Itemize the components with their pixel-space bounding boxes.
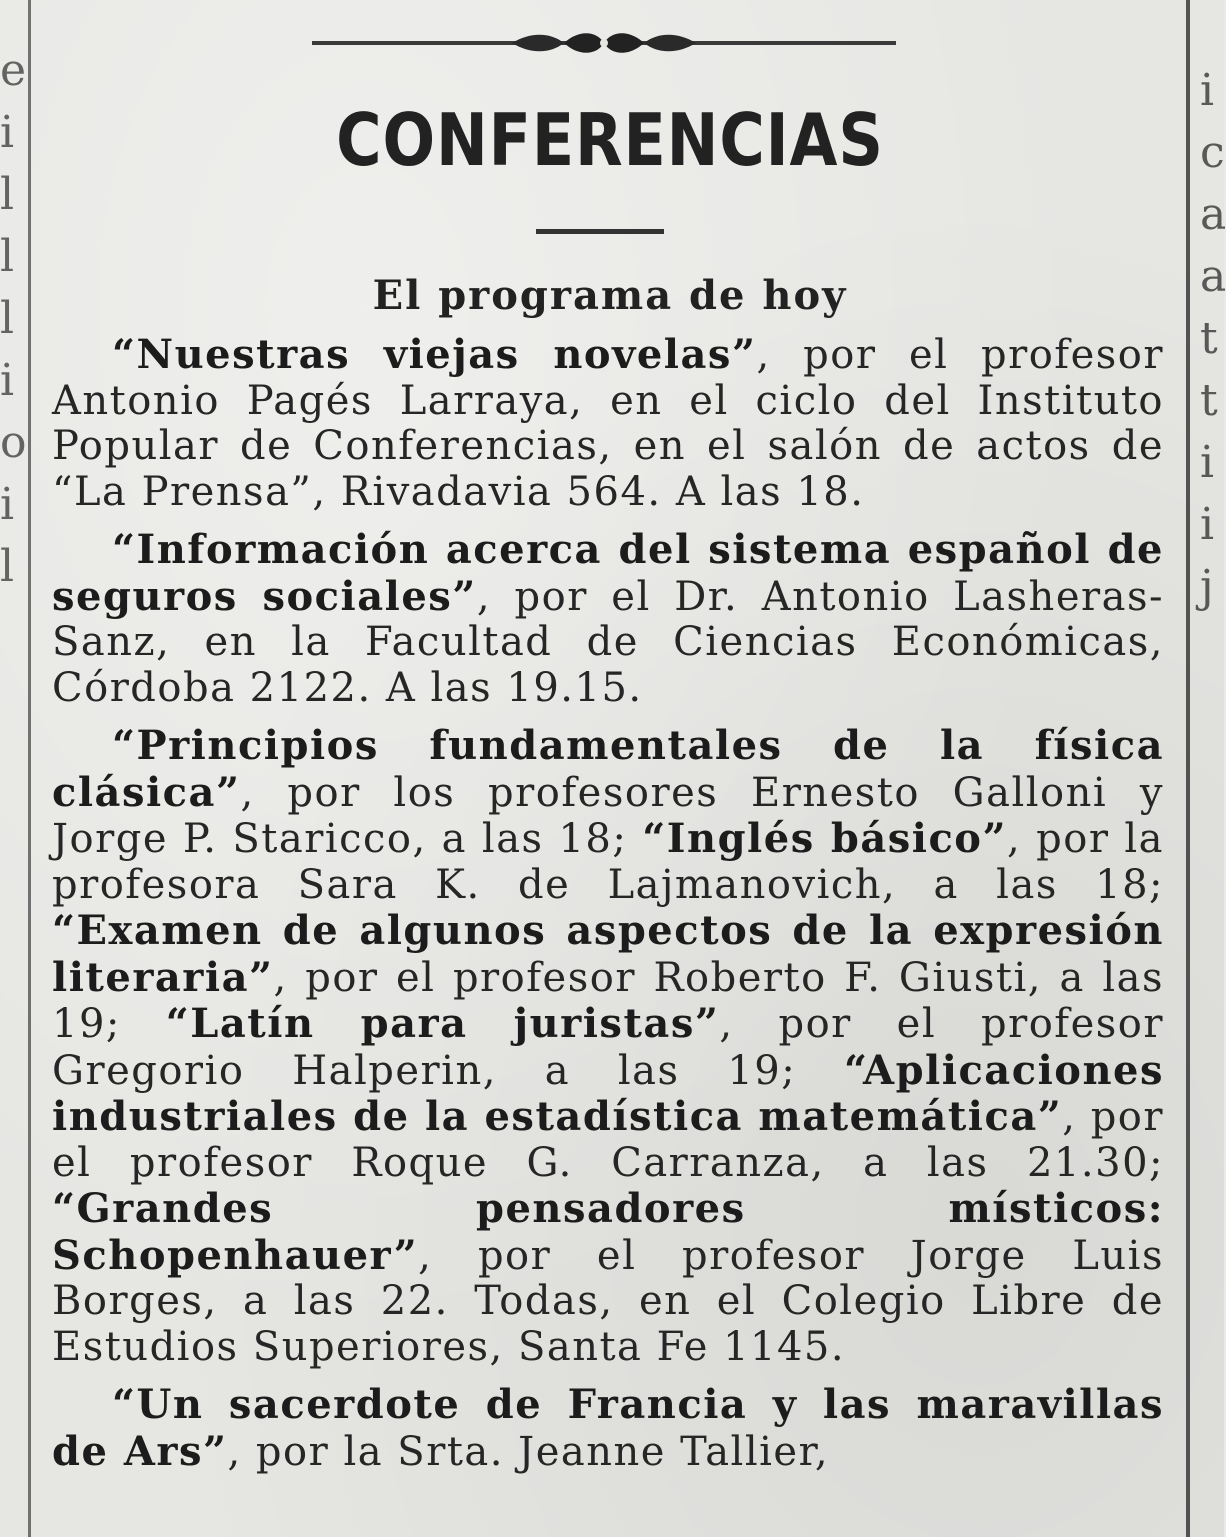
- edge-glyph: i: [1200, 65, 1215, 116]
- edge-glyph: l: [0, 541, 15, 592]
- edge-glyph: l: [0, 293, 15, 344]
- lecture-title: “Principios fundamentales de la física clásica”: [52, 722, 1164, 816]
- edge-glyph: e: [0, 45, 27, 96]
- lecture-title: “Aplicaciones industriales de la estadística matemática”: [52, 1046, 1164, 1140]
- title-divider: [536, 229, 664, 234]
- lecture-details: , por el profesor Roberto F. Giusti, a las 19;: [52, 954, 1164, 1047]
- section-title: CONFERENCIAS: [336, 98, 884, 182]
- lecture-details: , por el profesor Antonio Pagés Larraya, en el ciclo del Instituto Popular de Conferencias, en el salón de actos de “La Prensa”, Rivadavia 564. A las 18.: [52, 332, 1164, 515]
- edge-glyph: a: [1200, 251, 1226, 302]
- edge-glyph: i: [0, 107, 15, 158]
- lecture-details: , por el profesor Roque G. Carranza, a las 21.30;: [52, 1094, 1165, 1186]
- edge-glyph: t: [1200, 375, 1218, 426]
- article-paragraph: [52, 527, 1164, 711]
- decorative-ornament-rule: [312, 26, 896, 60]
- article-paragraph: [52, 1382, 1164, 1475]
- lecture-details: , por el profesor Jorge Luis Borges, a las 22. Todas, en el Colegio Libre de Estudios Superiores, Santa Fe 1145.: [52, 1232, 1164, 1370]
- lecture-title: “Examen de algunos aspectos de la expresión literaria”: [52, 907, 1164, 1001]
- lecture-title: “Información acerca del sistema español de seguros sociales”: [52, 526, 1164, 620]
- edge-glyph: i: [1200, 437, 1215, 488]
- edge-glyph: o: [0, 417, 27, 468]
- lecture-title: “Latín para juristas”: [165, 1000, 720, 1047]
- edge-glyph: i: [0, 479, 15, 530]
- article-paragraph: [52, 723, 1164, 1370]
- adjacent-column-right-fragment: [1200, 60, 1224, 620]
- lecture-title: “Inglés básico”: [642, 815, 1007, 862]
- edge-glyph: j: [1200, 561, 1214, 612]
- lecture-title: “Un sacerdote de Francia y las maravillas de Ars”: [52, 1381, 1164, 1475]
- lecture-details: , por los profesores Ernesto Galloni y Jorge P. Staricco, a las 18;: [52, 769, 1164, 862]
- article-paragraph: [52, 332, 1164, 515]
- column-rule-right: [1186, 0, 1190, 1537]
- edge-glyph: t: [1200, 313, 1218, 364]
- adjacent-column-left-fragment: [0, 40, 27, 600]
- column-rule-left: [28, 0, 31, 1537]
- edge-glyph: i: [1200, 499, 1215, 550]
- lecture-details: , por la Srta. Jeanne Tallier,: [227, 1428, 830, 1475]
- lecture-title: “Nuestras viejas novelas”: [112, 331, 757, 378]
- lecture-title: “Grandes pensadores místicos: Schopenhauer”: [52, 1185, 1164, 1279]
- edge-glyph: l: [0, 169, 15, 220]
- lecture-details: , por la profesora Sara K. de Lajmanovich, a las 18;: [52, 816, 1164, 908]
- edge-glyph: c: [1200, 127, 1225, 178]
- edge-glyph: i: [0, 355, 15, 406]
- edge-glyph: l: [0, 231, 15, 282]
- subtitle: El programa de hoy: [372, 272, 848, 319]
- article-body: [52, 332, 1164, 1487]
- lecture-details: , por el profesor Gregorio Halperin, a las 19;: [52, 1001, 1164, 1094]
- edge-glyph: a: [1200, 189, 1226, 240]
- lecture-details: , por el Dr. Antonio Lasheras-Sanz, en la Facultad de Ciencias Económicas, Córdoba 2122. A las 19.15.: [52, 573, 1165, 711]
